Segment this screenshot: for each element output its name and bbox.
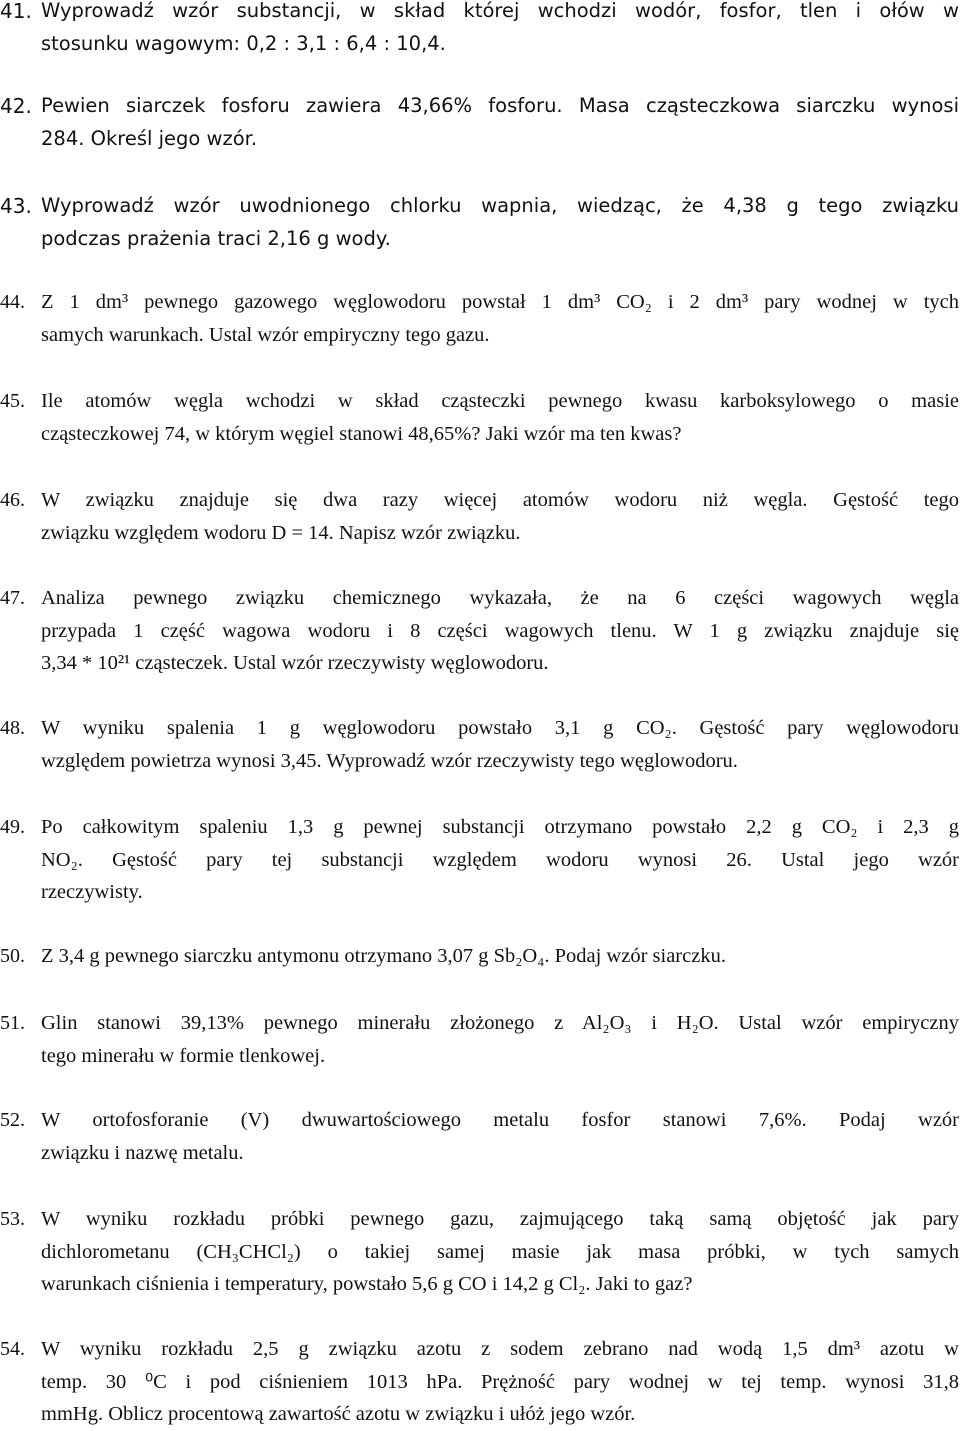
text-line: W związku znajduje się dwa razy więcej atomów wodoru niż węgla. Gęstość tego [41, 489, 959, 511]
problem-text [41, 940, 959, 973]
text-line: warunkach ciśnienia i temperatury, powstało 5,6 g CO i 14,2 g Cl₂. Jaki to gaz? [41, 1273, 693, 1295]
text-line: względem powietrza wynosi 3,45. Wyprowadź wzór rzeczywisty tego węglowodoru. [41, 749, 738, 772]
problem-number: 50. [0, 945, 25, 967]
problem-text [41, 1007, 959, 1072]
problem-text [41, 1333, 959, 1431]
text-line: samych warunkach. Ustal wzór empiryczny tego gazu. [41, 323, 490, 346]
problem-number: 42. [0, 94, 32, 118]
text-line: cząsteczkowej 74, w którym węgiel stanowi 48,65%? Jaki wzór ma ten kwas? [41, 422, 682, 445]
text-line: Wyprowadź wzór substancji, w skład której wchodzi wodór, fosfor, tlen i ołów w [41, 0, 959, 22]
text-line: rzeczywisty. [41, 881, 143, 903]
text-line: Glin stanowi 39,13% pewnego minerału złożonego z Al₂O₃ i H₂O. Ustal wzór empiryczny [41, 1012, 959, 1034]
problem-text [41, 190, 959, 255]
problem-number: 54. [0, 1338, 25, 1360]
text-line: tego minerału w formie tlenkowej. [41, 1044, 326, 1067]
problem-text [41, 582, 959, 680]
text-line: Analiza pewnego związku chemicznego wykazała, że na 6 części wagowych węgla [41, 587, 959, 609]
problem-number: 43. [0, 194, 32, 218]
text-line: W wyniku rozkładu 2,5 g związku azotu z sodem zebrano nad wodą 1,5 dm³ azotu w [41, 1338, 959, 1360]
problem-number: 47. [0, 587, 25, 609]
text-line: Z 3,4 g pewnego siarczku antymonu otrzymano 3,07 g Sb₂O₄. Podaj wzór siarczku. [41, 945, 726, 967]
problem-text [41, 712, 959, 777]
text-line: 3,34 * 10²¹ cząsteczek. Ustal wzór rzeczywisty węglowodoru. [41, 652, 549, 674]
text-line: dichlorometanu (CH₃CHCl₂) o takiej samej masie jak masa próbki, w tych samych [41, 1240, 959, 1263]
problem-number: 51. [0, 1012, 25, 1034]
problem-text [41, 1104, 959, 1169]
problem-text [41, 1203, 959, 1301]
text-line: Wyprowadź wzór uwodnionego chlorku wapnia, wiedząc, że 4,38 g tego związku [41, 194, 959, 217]
text-line: W ortofosforanie (V) dwuwartościowego metalu fosfor stanowi 7,6%. Podaj wzór [41, 1109, 959, 1131]
text-line: NO₂. Gęstość pary tej substancji względem wodoru wynosi 26. Ustal jego wzór [41, 848, 959, 871]
problem-number: 44. [0, 291, 25, 313]
problem-text [41, 811, 959, 909]
problem-number: 49. [0, 816, 25, 838]
text-line: Pewien siarczek fosforu zawiera 43,66% fosforu. Masa cząsteczkowa siarczku wynosi [41, 94, 959, 117]
text-line: Po całkowitym spaleniu 1,3 g pewnej substancji otrzymano powstało 2,2 g CO₂ i 2,3 g [41, 816, 959, 838]
problem-number: 48. [0, 717, 25, 739]
problem-text [41, 484, 959, 549]
problem-number: 53. [0, 1208, 25, 1230]
problem-number: 52. [0, 1109, 25, 1131]
problem-text [41, 90, 959, 155]
text-line: podczas prażenia traci 2,16 g wody. [41, 226, 391, 250]
text-line: Ile atomów węgla wchodzi w skład cząsteczki pewnego kwasu karboksylowego o masie [41, 390, 959, 412]
text-line: przypada 1 część wagowa wodoru i 8 części wagowych tlenu. W 1 g związku znajduje się [41, 619, 959, 642]
problem-text [41, 385, 959, 450]
text-line: W wyniku rozkładu próbki pewnego gazu, zajmującego taką samą objętość jak pary [41, 1208, 959, 1230]
problem-number: 45. [0, 390, 25, 412]
problem-text [41, 0, 959, 60]
text-line: mmHg. Oblicz procentową zawartość azotu w związku i ułóż jego wzór. [41, 1403, 636, 1425]
problem-number: 46. [0, 489, 25, 511]
text-line: związku i nazwę metalu. [41, 1141, 244, 1164]
problem-text [41, 286, 959, 351]
text-line: 284. Określ jego wzór. [41, 126, 258, 150]
text-line: związku względem wodoru D = 14. Napisz wzór związku. [41, 521, 521, 544]
text-line: stosunku wagowym: 0,2 : 3,1 : 6,4 : 10,4. [41, 31, 446, 55]
text-line: Z 1 dm³ pewnego gazowego węglowodoru powstał 1 dm³ CO₂ i 2 dm³ pary wodnej w tych [41, 291, 959, 313]
text-line: W wyniku spalenia 1 g węglowodoru powstało 3,1 g CO₂. Gęstość pary węglowodoru [41, 717, 959, 739]
text-line: temp. 30 ⁰C i pod ciśnieniem 1013 hPa. Prężność pary wodnej w tej temp. wynosi 31,8 [41, 1370, 959, 1393]
problem-number: 41. [0, 0, 32, 23]
